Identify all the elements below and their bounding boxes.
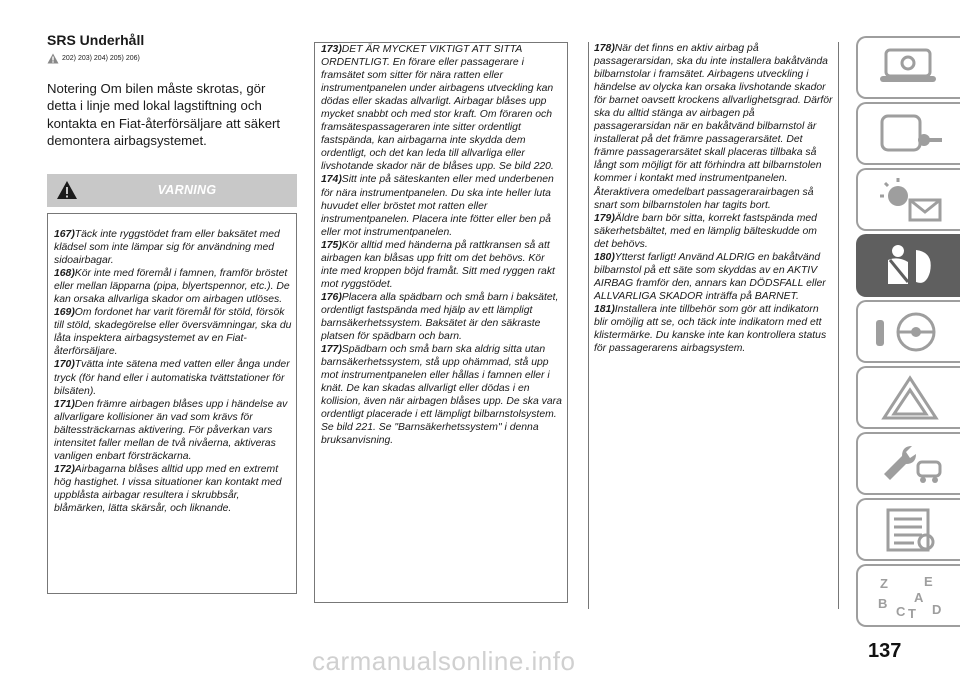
seatbelt-airbag-icon (872, 242, 948, 290)
warning-box-col2 (314, 42, 568, 603)
warning-box-col3 (588, 42, 838, 611)
references-text: 202) 203) 204) 205) 206) (62, 55, 140, 62)
tab-getting-to-know[interactable] (856, 36, 960, 99)
warning-item: 170)Tvätta inte sätena med vatten eller ånga under tryck (för hand eller i automatiska tvättstationer för bilsäten). (54, 359, 290, 397)
warning-item: 177)Spädbarn och små barn ska aldrig sitta utan barnsäkerhetssystem, stå upp ohämmad, stå upp mot instrumentpanelen eller hållas i famnen eller i knät. De kan skadas allvarligt eller dödas i en kollision, även när airbagen blåses upp. De ska vara ordentligt placerade i ett lämpligt bilbarnstolsystem. Se bild 221. Se "Barnsäkerhetssystem" i denna bruksanvisning. (321, 344, 562, 447)
steering-wheel-icon (872, 308, 948, 356)
warning-item: 169)Om fordonet har varit föremål för stöld, försök till stöld, skadegörelse eller översvämningar, ska du låta inspektera airbagsystemet av en Fiat-återförsäljare. (54, 307, 292, 358)
page-heading: SRS Underhåll (47, 32, 145, 48)
warning-item: 176)Placera alla spädbarn och små barn i baksätet, ordentligt fastspända med hjälp av ett lämpligt barnsäkerhetssystem. Baksätet är den säkraste platsen för spädbarn och barn. (321, 291, 559, 343)
warning-header (47, 174, 297, 207)
warning-item: 179)Äldre barn bör sitta, korrekt fastspända med säkerhetsbältet, med en lämplig bälteskudde om det behövs. (594, 212, 817, 250)
warning-references (47, 53, 140, 64)
tab-index[interactable] (856, 564, 960, 627)
warning-triangle-icon (47, 53, 59, 64)
warning-item: 167)Täck inte ryggstödet fram eller baksätet med klädsel som inte lämpar sig för användning med sidoairbagar. (54, 229, 280, 267)
scrapping-note: Notering Om bilen måste skrotas, gör detta i linje med lokal lagstiftning och kontakta en Fiat-återförsäljare att säkert demontera airbagsystemet. (47, 81, 281, 149)
tab-key-doors[interactable] (856, 102, 960, 165)
tab-starting-driving[interactable] (856, 300, 960, 363)
key-door-icon (872, 110, 948, 158)
car-info-icon (872, 44, 948, 92)
warning-item: 174)Sitt inte på säteskanten eller med underbenen för nära instrumentpanelen. Du ska inte heller luta huvudet eller bröstet mot ratten eller instrumentpanelen. Placera inte fötter eller ben på eller mot instrumentpanelen. (321, 174, 554, 238)
data-list-icon (872, 506, 948, 554)
dashboard-lights-icon (872, 176, 948, 224)
index-letter: T (908, 606, 916, 620)
index-letter: A (914, 590, 924, 605)
watermark: carmanualsonline.info (312, 646, 576, 676)
warning-box-col1 (47, 213, 297, 594)
index-letter: Z (880, 576, 888, 591)
warning-item: 173)DET ÄR MYCKET VIKTIGT ATT SITTA ORDENTLIGT. En förare eller passagerare i framsätet som sitter för nära ratten eller instrumentpanelen under airbagens utveckling kan dödas eller skadas allvarligt. Airbagar blåses upp mycket snabbt och med stor kraft. Om föraren och framsätespassageraren inte sitter ordentligt fastspända, kan airbagarna inte skydda dem ordentligt, och det kan leda till allvarliga eller livshotande skador när de blåses upp. Se bild 220. (321, 44, 554, 173)
warning-item: 175)Kör alltid med händerna på rattkransen så att airbagen kan blåsas upp fritt om det behövs. Kör inte med kroppen böjd framåt. Sitt med ryggen rakt mot ryggstödet. (321, 239, 555, 290)
warning-item: 180)Ytterst farligt! Använd ALDRIG en bakåtvänd bilbarnstol på ett säte som skyddas av en AKTIV AIRBAG framför den, annars kan DÖDSFALL eller ALLVARLIGA SKADOR inträffa på BARNET. (594, 251, 826, 302)
index-letter: C (896, 604, 906, 619)
tab-safety[interactable] (856, 234, 960, 297)
index-letters-icon (872, 572, 948, 620)
tab-emergency[interactable] (856, 366, 960, 429)
tab-instrument-panel[interactable] (856, 168, 960, 231)
warning-item: 178)När det finns en aktiv airbag på passagerarsidan, ska du inte installera bakåtvända bilbarnstolar i framsätet. Airbagens utveckling i händelse av olycka kan orsaka livshotande skador för barnet oavsett krockens allvarlighetsgrad. Därför ska du alltid stänga av airbagen på passagerarsidan när en bakåtvänd bilbarnstol är installerat på det främre passagerarsätet. Det främre passagerarsätet skall placeras tillbaka så långt som möjligt för att förhindra att bilbarnstolen kommer i kontakt med instrumentpanelen. Återaktivera omedelbart passagerarairbagen så snart som bilbarnstolen har tagits bort. (594, 43, 833, 211)
page-number: 137 (868, 640, 902, 662)
column-divider (838, 42, 839, 609)
index-letter: E (924, 574, 933, 589)
wrench-car-icon (872, 440, 948, 488)
index-letter: D (932, 602, 942, 617)
warning-item: 168)Kör inte med föremål i famnen, framför bröstet eller mellan läpparna (pipa, blyertspennor, etc.). De kan orsaka allvarliga skador om airbagen utlöses. (54, 268, 290, 306)
warning-item: 172)Airbagarna blåses alltid upp med en extremt hög hastighet. I vissa situationer kan kontakt med uppblåsta airbagar resultera i skrubbsår, blåmärken, lätta skärsår, och liknande. (54, 463, 282, 514)
index-letter: B (878, 596, 888, 611)
warning-item: 181)Installera inte tillbehör som gör att indikatorn blir omöjlig att se, och täck inte indikatorn med ett klistermärke. Du kanske inte kan kontrollera status för passagerarens airbagsystem. (594, 303, 827, 355)
warning-title: VARNING (157, 183, 217, 197)
warning-item: 171)Den främre airbagen blåses upp i händelse av allvarligare kollisioner än vad som krävs för bältessträckarnas aktivering. För påverkan vars intensitet faller mellan de två nivåerna, aktiveras vanligen enbart försträckarna. (54, 398, 288, 462)
warning-triangle-icon (872, 374, 948, 422)
tab-technical-data[interactable] (856, 498, 960, 561)
tab-service[interactable] (856, 432, 960, 495)
